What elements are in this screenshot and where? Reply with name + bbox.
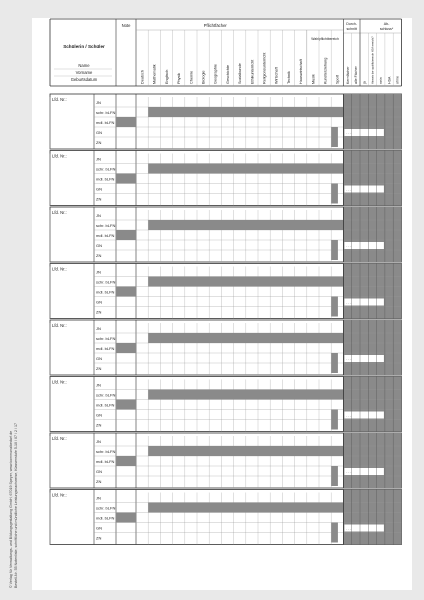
lfd-nr-label: Lfd. Nr.: bbox=[52, 266, 67, 272]
abschluss-header: Ab- bbox=[383, 22, 390, 26]
imprint-line-1: © Verlag für Verwaltungs- und Bildungsgestaltung GmbH, 67019 Speyer, www.kommunalbedarf.de bbox=[9, 430, 13, 588]
name-label: Name bbox=[78, 63, 90, 68]
summary-header-2: alle Fächer bbox=[354, 66, 359, 84]
row-label-schrblfn: schr. bLFN bbox=[96, 392, 116, 398]
row-label-jn: JN bbox=[96, 100, 101, 105]
summary-shade bbox=[343, 320, 401, 375]
row-label-mdlblfn: mdl. bLFN bbox=[96, 289, 115, 295]
subject-header-17: Sport bbox=[335, 74, 340, 84]
row-label-zn: ZN bbox=[96, 196, 102, 202]
row-label-jn: JN bbox=[96, 495, 101, 501]
summary-header-3: ja bbox=[362, 81, 367, 84]
subject-header-7: Geographie bbox=[213, 64, 218, 84]
row-label-schrblfn: schr. bLFN bbox=[96, 449, 116, 454]
sport-shade bbox=[331, 466, 338, 486]
lfd-nr-label: Lfd. Nr.: bbox=[52, 210, 67, 215]
mdl-blfn-shade bbox=[116, 230, 136, 240]
row-label-gn: GN bbox=[96, 130, 102, 135]
row-label-zn: ZN bbox=[96, 422, 102, 428]
durchschnitt-header: Durch- bbox=[346, 22, 358, 26]
summary-header-1: Kernfächer bbox=[345, 66, 350, 84]
lfd-nr-label: Lfd. Nr.: bbox=[52, 323, 67, 328]
row-label-gn: GN bbox=[96, 299, 102, 305]
summary-header-5: nein bbox=[378, 77, 383, 84]
schr-blfn-shade bbox=[148, 277, 343, 287]
row-label-schrblfn: schr. bLFN bbox=[96, 279, 116, 285]
sport-shade bbox=[331, 353, 338, 373]
row-label-jn: JN bbox=[96, 326, 101, 331]
subject-header-14: Hauswirtschaft bbox=[299, 59, 304, 84]
schr-blfn-shade bbox=[148, 446, 343, 456]
row-label-gn: GN bbox=[96, 356, 102, 361]
vorname-label: Vorname bbox=[75, 70, 93, 75]
student-block bbox=[50, 264, 402, 319]
row-label-zn: ZN bbox=[96, 366, 102, 371]
row-label-schrblfn: schr. bLFN bbox=[96, 166, 116, 172]
summary-header-7: ohne bbox=[395, 76, 400, 84]
summary-dots: . . . bbox=[346, 413, 352, 418]
schr-blfn-shade bbox=[148, 164, 343, 174]
row-label-gn: GN bbox=[96, 412, 102, 418]
sport-shade bbox=[331, 410, 338, 430]
subject-header-5: Chemie bbox=[189, 70, 194, 84]
lfd-nr-label: Lfd. Nr.: bbox=[52, 153, 67, 159]
table-body bbox=[50, 94, 402, 545]
row-label-zn: ZN bbox=[96, 140, 102, 145]
summary-dots: . . . bbox=[346, 300, 352, 305]
row-label-zn: ZN bbox=[96, 253, 102, 258]
table-header bbox=[50, 19, 402, 86]
row-label-mdlblfn: mdl. bLFN bbox=[96, 176, 115, 182]
summary-shade bbox=[343, 433, 401, 488]
sport-shade bbox=[331, 523, 338, 543]
row-label-mdlblfn: mdl. bLFN bbox=[96, 402, 115, 408]
subject-header-10: Ethikunterricht bbox=[250, 59, 255, 84]
row-label-mdlblfn: mdl. bLFN bbox=[96, 515, 115, 521]
student-block bbox=[50, 490, 402, 545]
row-label-gn: GN bbox=[96, 243, 102, 248]
subject-header-13: Technik bbox=[286, 71, 291, 84]
row-label-mdlblfn: mdl. bLFN bbox=[96, 346, 115, 351]
imprint-line-2: Bestell-Nr. 55 Notenliste, schriftliche und mündliche Leistungsnachweise, Klassenstufe 5-10 / 07 / 2 / 17 bbox=[14, 422, 18, 588]
lfd-nr-label: Lfd. Nr.: bbox=[52, 379, 67, 385]
sport-shade bbox=[331, 184, 338, 204]
student-block bbox=[50, 433, 402, 488]
summary-shade bbox=[343, 490, 401, 545]
mdl-blfn-shade bbox=[116, 287, 136, 297]
summary-dots: . . . bbox=[346, 357, 352, 361]
subject-header-1: Deutsch bbox=[140, 70, 145, 84]
lfd-nr-label: Lfd. Nr.: bbox=[52, 436, 67, 441]
row-label-gn: GN bbox=[96, 186, 102, 192]
pflichtfaecher-header: Pflichtfächer bbox=[203, 23, 227, 28]
summary-dots: . . . bbox=[346, 526, 352, 531]
mdl-blfn-shade bbox=[116, 343, 136, 353]
subject-header-16: Kunsterziehung bbox=[323, 57, 328, 84]
summary-shade bbox=[343, 94, 401, 149]
note-header: Note bbox=[121, 23, 131, 28]
row-label-gn: GN bbox=[96, 525, 102, 531]
schr-blfn-shade bbox=[148, 333, 343, 343]
lfd-nr-label: Lfd. Nr.: bbox=[52, 492, 67, 498]
subject-header-3: Englisch bbox=[164, 69, 169, 84]
mdl-blfn-shade bbox=[116, 117, 136, 127]
row-label-jn: JN bbox=[96, 382, 101, 388]
student-block bbox=[50, 377, 402, 432]
row-label-schrblfn: schr. bLFN bbox=[96, 505, 116, 511]
row-label-mdlblfn: mdl. bLFN bbox=[96, 459, 115, 464]
row-label-schrblfn: schr. bLFN bbox=[96, 110, 116, 115]
student-block bbox=[50, 94, 402, 149]
summary-shade bbox=[343, 377, 401, 432]
publisher-imprint bbox=[7, 330, 21, 590]
row-label-jn: JN bbox=[96, 439, 101, 444]
summary-dots: . . . bbox=[346, 131, 352, 135]
student-block bbox=[50, 320, 402, 375]
subject-header-4: Physik bbox=[177, 72, 182, 84]
mdl-blfn-shade bbox=[116, 400, 136, 410]
sport-shade bbox=[331, 240, 338, 260]
subject-header-11: Religionsunterricht bbox=[262, 52, 267, 84]
durchschnitt-header-2: schnitt bbox=[346, 27, 357, 31]
row-label-jn: JN bbox=[96, 156, 101, 162]
grade-sheet-page bbox=[32, 18, 412, 590]
row-label-zn: ZN bbox=[96, 535, 102, 541]
subject-header-6: Biologie bbox=[201, 70, 206, 84]
mdl-blfn-shade bbox=[116, 513, 136, 523]
schr-blfn-shade bbox=[148, 220, 343, 230]
summary-shade bbox=[343, 207, 401, 262]
geburtsdatum-label: Geburtsdatum bbox=[70, 77, 98, 82]
schr-blfn-shade bbox=[148, 503, 343, 513]
subject-header-8: Geschichte bbox=[225, 65, 230, 84]
student-header-title: Schülerin / Schüler bbox=[63, 44, 105, 49]
sport-shade bbox=[331, 127, 338, 147]
mdl-blfn-shade bbox=[116, 174, 136, 184]
subject-header-15: Musik bbox=[311, 74, 316, 84]
summary-dots: . . . bbox=[346, 244, 352, 248]
wahlpflichtbereich-header: Wahlpflichtbereich bbox=[311, 37, 339, 41]
subject-header-12: Wirtschaft bbox=[274, 67, 279, 84]
row-label-gn: GN bbox=[96, 469, 102, 474]
summary-dots: . . . bbox=[346, 470, 352, 474]
summary-shade bbox=[343, 151, 401, 206]
summary-dots: . . . bbox=[346, 187, 352, 192]
row-label-zn: ZN bbox=[96, 309, 102, 315]
row-label-jn: JN bbox=[96, 213, 101, 218]
subject-header-9: Sozialkunde bbox=[238, 63, 243, 84]
lfd-nr-label: Lfd. Nr.: bbox=[52, 97, 67, 102]
grade-grid bbox=[32, 18, 412, 590]
subject-header-2: Mathematik bbox=[152, 64, 157, 84]
student-block bbox=[50, 207, 402, 262]
summary-header-6: HSA bbox=[387, 76, 392, 84]
mdl-blfn-shade bbox=[116, 456, 136, 466]
summary-shade bbox=[343, 264, 401, 319]
schr-blfn-shade bbox=[148, 390, 343, 400]
row-label-mdlblfn: mdl. bLFN bbox=[96, 120, 115, 125]
abschluss-header-2: schluss* bbox=[379, 27, 394, 31]
row-label-schrblfn: schr. bLFN bbox=[96, 336, 116, 341]
row-label-mdlblfn: mdl. bLFN bbox=[96, 233, 115, 238]
student-block bbox=[50, 151, 402, 206]
row-label-jn: JN bbox=[96, 269, 101, 275]
row-label-zn: ZN bbox=[96, 479, 102, 484]
sport-shade bbox=[331, 297, 338, 317]
summary-header-4: Hinweis der qualifizierende HSA erreicht? bbox=[371, 36, 375, 84]
row-label-schrblfn: schr. bLFN bbox=[96, 223, 116, 228]
schr-blfn-shade bbox=[148, 107, 343, 117]
